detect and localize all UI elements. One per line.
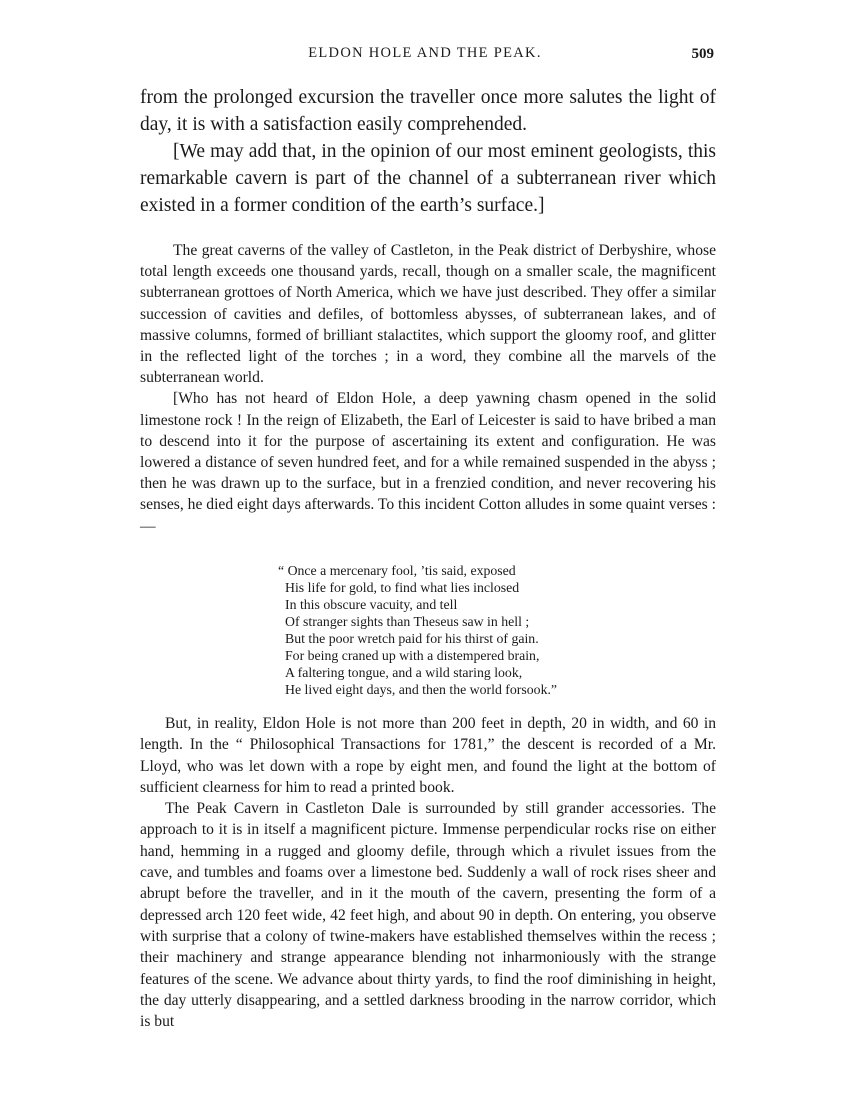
page-number: 509 <box>691 46 714 62</box>
intro-section <box>140 84 716 219</box>
geologists-note-paragraph: [We may add that, in the opinion of our most eminent geologists, this remarkable cavern is part of the channel of a subterranean river which existed in a former condition of the earth’s surface.] <box>140 141 716 216</box>
verse-line: Of stranger sights than Theseus saw in hell ; <box>285 614 530 629</box>
body-text-upper <box>140 240 716 537</box>
verse-line: For being craned up with a distempered brain, <box>285 648 540 663</box>
verse-line: He lived eight days, and then the world forsook.” <box>285 682 558 697</box>
verse-line: “ Once a mercenary fool, ’tis said, exposed <box>278 563 516 578</box>
cotton-verse <box>278 562 618 698</box>
eldon-hole-depth-paragraph: But, in reality, Eldon Hole is not more than 200 feet in depth, 20 in width, and 60 in length. In the “ Philosophical Transactions for 1781,” the descent is recorded of a Mr. Lloyd, who was let down with a rope by eight men, and found the light at the bottom of sufficient clearness for him to read a printed book. <box>140 715 716 796</box>
intro-paragraph: from the prolonged excursion the traveller once more salutes the light of day, it is with a satisfaction easily comprehended. <box>140 87 716 135</box>
page-header <box>0 45 850 69</box>
peak-cavern-paragraph: The Peak Cavern in Castleton Dale is surrounded by still grander accessories. The approach to it is in itself a magnificent picture. Immense perpendicular rocks rise on either hand, hemming in a rugged and gloomy defile, through which a rivulet issues from the cave, and tumbles and foams over a limestone bed. Suddenly a wall of rock rises sheer and abrupt before the traveller, and in it the mouth of the cavern, presenting the form of a depressed arch 120 feet wide, 42 feet high, and about 90 in depth. On entering, you observe with surprise that a colony of twine-makers have established themselves within the recess ; their machinery and strange appearance blending not inharmoniously with the strange features of the scene. We advance about thirty yards, to find the roof diminishing in height, the day utterly disappearing, and a settled darkness brooding in the narrow corridor, which is but <box>140 800 716 1031</box>
verse-line: A faltering tongue, and a wild staring look, <box>285 665 523 680</box>
body-text-lower <box>140 713 716 1032</box>
castleton-caverns-paragraph: The great caverns of the valley of Castleton, in the Peak district of Derbyshire, whose total length exceeds one thousand yards, recall, though on a smaller scale, the magnificent subterranean grottoes of North America, which we have just described. They offer a similar succession of cavities and defiles, of bottomless abysses, of subterranean lakes, and of massive columns, formed of brilliant stalactites, which support the gloomy roof, and glitter in the reflected light of the torches ; in a word, they combine all the marvels of the subterranean world. <box>140 242 716 387</box>
verse-line: His life for gold, to find what lies inclosed <box>285 580 520 595</box>
verse-line: But the poor wretch paid for his thirst of gain. <box>285 631 539 646</box>
eldon-hole-paragraph: [Who has not heard of Eldon Hole, a deep yawning chasm opened in the solid limestone rock ! In the reign of Elizabeth, the Earl of Leicester is said to have bribed a man to descend into it for the purpose of ascertaining its extent and configuration. He was lowered a distance of seven hundred feet, and for a while remained suspended in the abyss ; then he was drawn up to the surface, but in a frenzied condition, and never recovering his senses, he died eight days afterwards. To this incident Cotton alludes in some quaint verses :— <box>140 390 716 535</box>
running-head: ELDON HOLE AND THE PEAK. <box>308 45 542 61</box>
verse-line: In this obscure vacuity, and tell <box>285 597 458 612</box>
